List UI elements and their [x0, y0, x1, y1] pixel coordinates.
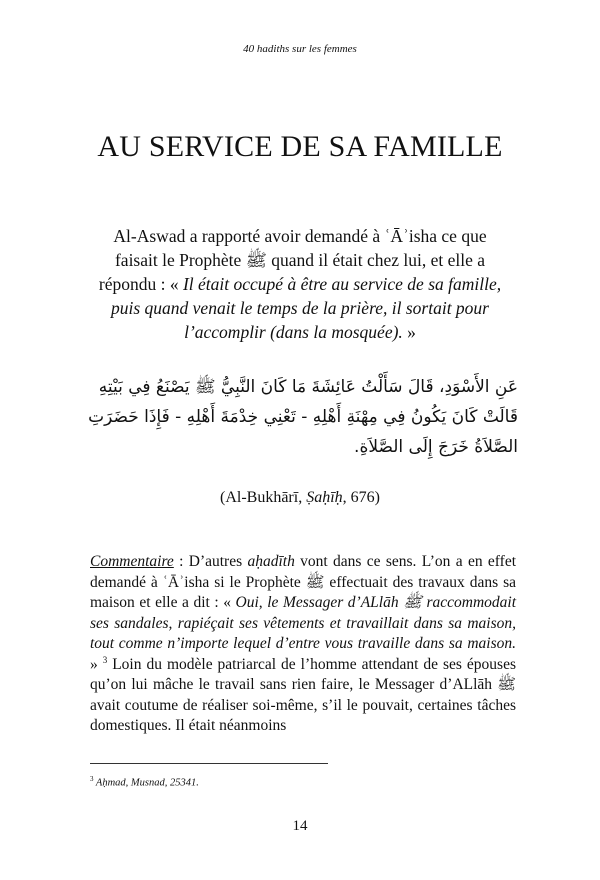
commentary-paragraph [90, 552, 516, 737]
footnote-text: Aḥmad, Musnad, 25341. [93, 777, 199, 789]
chapter-title: AU SERVICE DE SA FAMILLE [97, 130, 503, 163]
commentary-part1: : D’autres [173, 553, 248, 570]
footnote-reference[interactable]: 3 [102, 654, 108, 665]
footnote-number: 3 [90, 775, 94, 783]
intro-quote: Il était occupé à être au service de sa famille, puis quand venait le temps de la prière, il sortait pour l’accomplir (dans la mosquée). [110, 274, 502, 342]
commentary-part3: » [90, 655, 103, 673]
source-title: Ṣaḥīḥ [306, 489, 343, 506]
commentary-part2: vont dans ce sens. L’on a en effet demandé à ʿĀʾisha si le Prophète ﷺ effectuait des travaux dans sa maison et elle a dit : « [90, 553, 517, 611]
page-number: 14 [292, 818, 308, 834]
commentary-label: Commentaire [90, 553, 174, 570]
running-header: 40 hadiths sur les femmes [243, 43, 357, 55]
intro-text: Al-Aswad a rapporté avoir demandé à ʿĀʾisha ce que faisait le Prophète ﷺ quand il était chez lui, et elle a répondu : « [98, 226, 487, 294]
commentary-part4: Loin du modèle patriarcal de l’homme attendant de ses épouses qu’on lui mâche le travail sans rien faire, le Messager d’ALlāh ﷺ avait coutume de réaliser soi-même, s’il le pouvait, certaines tâches domestiques. Il était néanmoins [90, 655, 517, 734]
footnote-divider [90, 763, 328, 764]
intro-closing: » [402, 322, 416, 342]
commentary-term: aḥadīth [247, 553, 295, 570]
source-citation [0, 489, 600, 507]
intro-paragraph [95, 224, 505, 344]
source-suffix: , 676) [342, 489, 380, 506]
commentary-quote: Oui, le Messager d’ALlāh ﷺ raccommodait ses sandales, rapiéçait ses vêtements et travaillait dans sa maison, tout comme n’importe lequel d’entre vous travaille dans sa maison. [90, 594, 517, 652]
source-prefix: (Al-Bukhārī, [220, 489, 307, 506]
footnote [90, 775, 199, 789]
arabic-hadith: عَنِ الأَسْوَدِ، قَالَ سَأَلْتُ عَائِشَةَ مَا كَانَ النَّبِيُّ ﷺ يَصْنَعُ فِي بَيْتِهِ قَالَتْ كَانَ يَكُونُ فِي مِهْنَةِ أَهْلِهِ - تَعْنِي خِدْمَةَ أَهْلِهِ - فَإِذَا حَضَرَتِ الصَّلاَةُ خَرَجَ إِلَى الصَّلاَةِ. [88, 377, 518, 457]
